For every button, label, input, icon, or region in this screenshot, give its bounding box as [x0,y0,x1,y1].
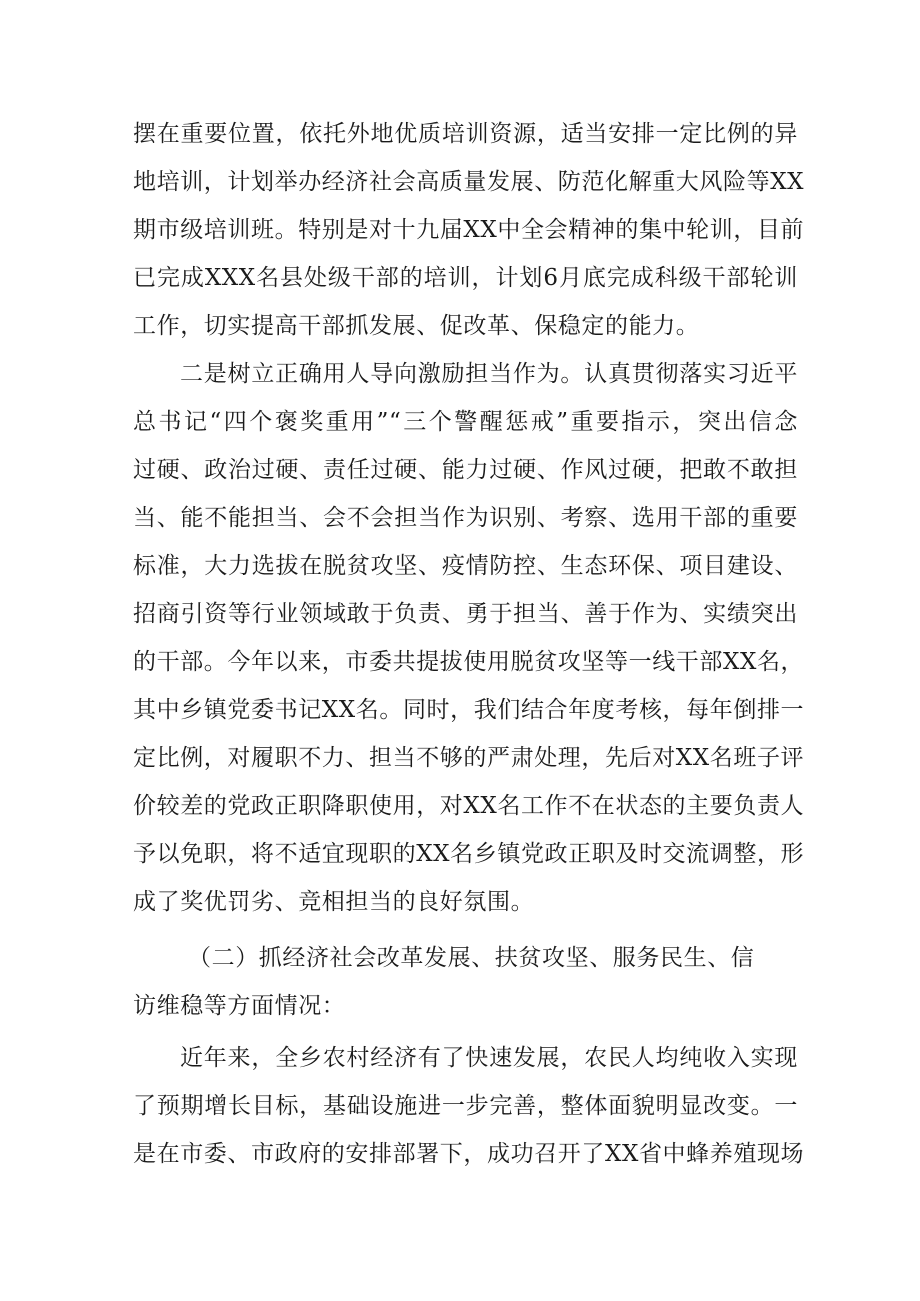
section-heading-line-1: （二）抓经济社会改革发展、扶贫攻坚、服务民生、信 [188,945,755,971]
paragraph-2-line-2: 总书记“四个褒奖重用”“三个警醒惩戒”重要指示，突出信念 [133,409,798,435]
paragraph-1-line-3: 期市级培训班。特别是对十九届XX中全会精神的集中轮训，目前 [133,217,805,243]
paragraph-1-line-2: 地培训，计划举办经济社会高质量发展、防范化解重大风险等XX [133,169,805,195]
section-heading-line-2: 访维稳等方面情况： [133,993,346,1019]
paragraph-1-line-1: 摆在重要位置，依托外地优质培训资源，适当安排一定比例的异 [133,121,798,147]
paragraph-2-line-6: 招商引资等行业领域敢于负责、勇于担当、善于作为、实绩突出 [133,601,798,627]
paragraph-2-line-10: 价较差的党政正职降职使用，对XX名工作不在状态的主要负责人 [133,793,805,819]
paragraph-2-line-11: 予以免职，将不适宜现职的XX名乡镇党政正职及时交流调整，形 [133,841,805,867]
paragraph-2-line-7: 的干部。今年以来，市委共提拔使用脱贫攻坚等一线干部XX名， [133,649,805,675]
paragraph-2-line-1: 二是树立正确用人导向激励担当作为。认真贯彻落实习近平 [180,361,798,387]
paragraph-3-line-1: 近年来，全乡农村经济有了快速发展，农民人均纯收入实现 [180,1045,798,1071]
paragraph-1-line-5: 工作，切实提高干部抓发展、促改革、保稳定的能力。 [133,313,700,339]
paragraph-2-line-3: 过硬、政治过硬、责任过硬、能力过硬、作风过硬，把敢不敢担 [133,457,798,483]
paragraph-2-line-5: 标准，大力选拔在脱贫攻坚、疫情防控、生态环保、项目建设、 [133,553,798,579]
paragraph-3-line-2: 了预期增长目标，基础设施进一步完善，整体面貌明显改变。一 [133,1093,798,1119]
paragraph-2-line-12: 成了奖优罚劣、竞相担当的良好氛围。 [133,889,535,915]
paragraph-1-line-4: 已完成XXX名县处级干部的培训，计划6月底完成科级干部轮训 [133,265,798,291]
paragraph-2-line-9: 定比例，对履职不力、担当不够的严肃处理，先后对XX名班子评 [133,745,805,771]
paragraph-3-line-3: 是在市委、市政府的安排部署下，成功召开了XX省中蜂养殖现场 [133,1141,805,1167]
paragraph-2-line-4: 当、能不能担当、会不会担当作为识别、考察、选用干部的重要 [133,505,798,531]
paragraph-2-line-8: 其中乡镇党委书记XX名。同时，我们结合年度考核，每年倒排一 [133,697,805,723]
